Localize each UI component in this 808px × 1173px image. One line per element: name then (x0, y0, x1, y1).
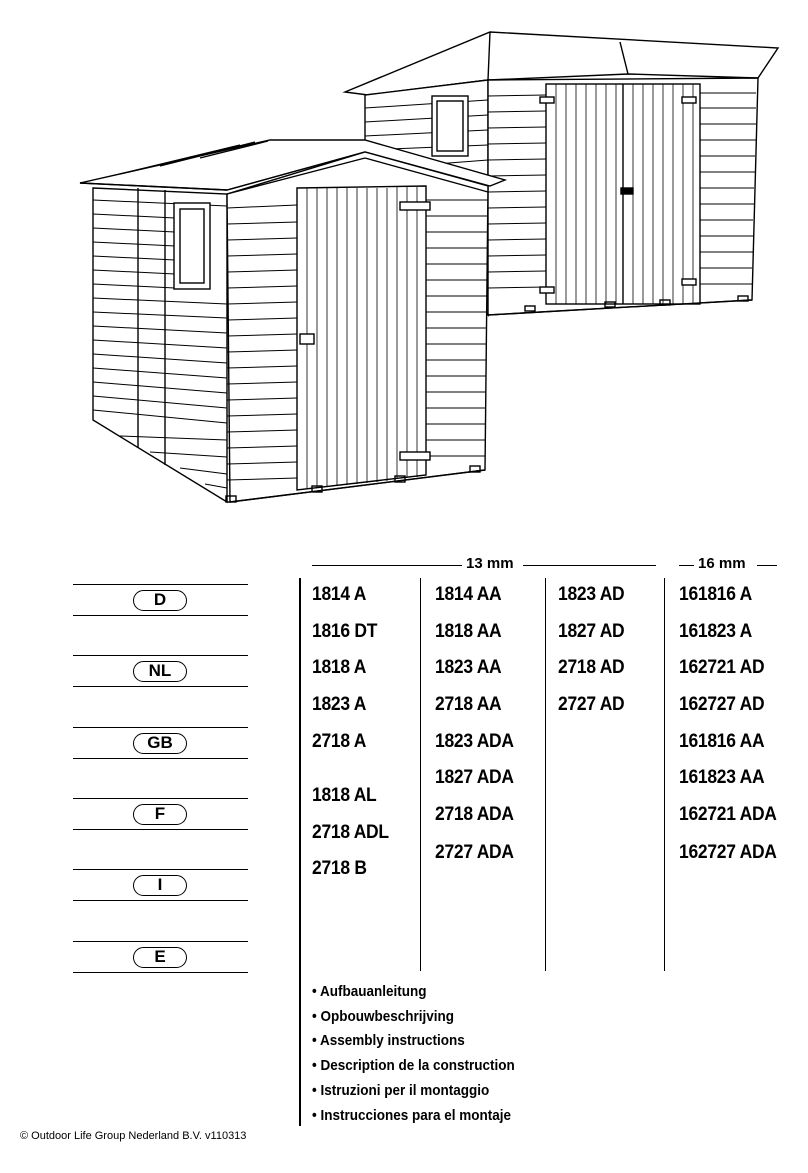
header-rule (312, 565, 462, 566)
model-cell: 1823 ADA (435, 731, 514, 752)
model-cell: 161816 AA (679, 731, 765, 752)
instruction-item: • Opbouwbeschrijving (312, 1007, 454, 1025)
header-rule (523, 565, 656, 566)
country-badge-f: F (133, 804, 187, 825)
divider (73, 829, 248, 830)
column-rule-main (299, 578, 301, 1126)
instruction-item: • Assembly instructions (312, 1032, 465, 1050)
header-rule (679, 565, 694, 566)
model-cell: 1827 AD (558, 621, 625, 642)
divider (73, 900, 248, 901)
model-cell: 1823 A (312, 694, 367, 715)
divider (73, 798, 248, 799)
divider (73, 758, 248, 759)
instruction-item: • Instrucciones para el montaje (312, 1106, 512, 1124)
column-rule (545, 578, 546, 971)
model-cell: 1818 AL (312, 785, 377, 806)
country-badge-nl: NL (133, 661, 187, 682)
divider (73, 972, 248, 973)
instruction-item: • Aufbauanleitung (312, 983, 427, 1000)
copyright-notice: © Outdoor Life Group Nederland B.V. v110313 (20, 1130, 247, 1142)
model-cell: 2718 B (312, 858, 367, 879)
garden-shed-illustration (70, 28, 780, 508)
model-cell: 1814 AA (435, 584, 502, 605)
model-cell: 161823 A (679, 621, 752, 642)
model-cell: 1827 ADA (435, 767, 514, 788)
model-cell: 2718 AD (558, 657, 625, 678)
instruction-item: • Description de la construction (312, 1057, 515, 1075)
model-cell: 162727 ADA (679, 842, 777, 863)
divider (73, 615, 248, 616)
model-cell: 1814 A (312, 584, 367, 605)
header-rule (757, 565, 777, 566)
country-badge-gb: GB (133, 733, 187, 754)
divider (73, 655, 248, 656)
model-cell: 162721 AD (679, 657, 765, 678)
model-cell: 2718 AA (435, 694, 502, 715)
instruction-language-list (312, 980, 537, 1128)
header-13mm: 13 mm (466, 555, 514, 572)
model-cell: 1823 AA (435, 657, 502, 678)
model-cell: 161823 AA (679, 767, 765, 788)
column-rule (420, 578, 421, 971)
divider (73, 869, 248, 870)
country-badge-d: D (133, 590, 187, 611)
header-16mm: 16 mm (698, 555, 746, 572)
model-cell: 162727 AD (679, 694, 765, 715)
model-cell: 2718 A (312, 731, 367, 752)
model-cell: 1816 DT (312, 621, 378, 642)
model-cell: 1823 AD (558, 584, 625, 605)
divider (73, 686, 248, 687)
model-cell: 2727 AD (558, 694, 625, 715)
model-cell: 1818 AA (435, 621, 502, 642)
model-cell: 2727 ADA (435, 842, 514, 863)
divider (73, 584, 248, 585)
column-rule (664, 578, 665, 971)
model-cell: 162721 ADA (679, 804, 777, 825)
front-shed (80, 140, 505, 502)
country-badge-e: E (133, 947, 187, 968)
model-cell: 161816 A (679, 584, 752, 605)
divider (73, 941, 248, 942)
model-cell: 1818 A (312, 657, 367, 678)
country-badge-i: I (133, 875, 187, 896)
instruction-item: • Istruzioni per il montaggio (312, 1081, 490, 1099)
model-cell: 2718 ADL (312, 822, 389, 843)
model-cell: 2718 ADA (435, 804, 514, 825)
divider (73, 727, 248, 728)
